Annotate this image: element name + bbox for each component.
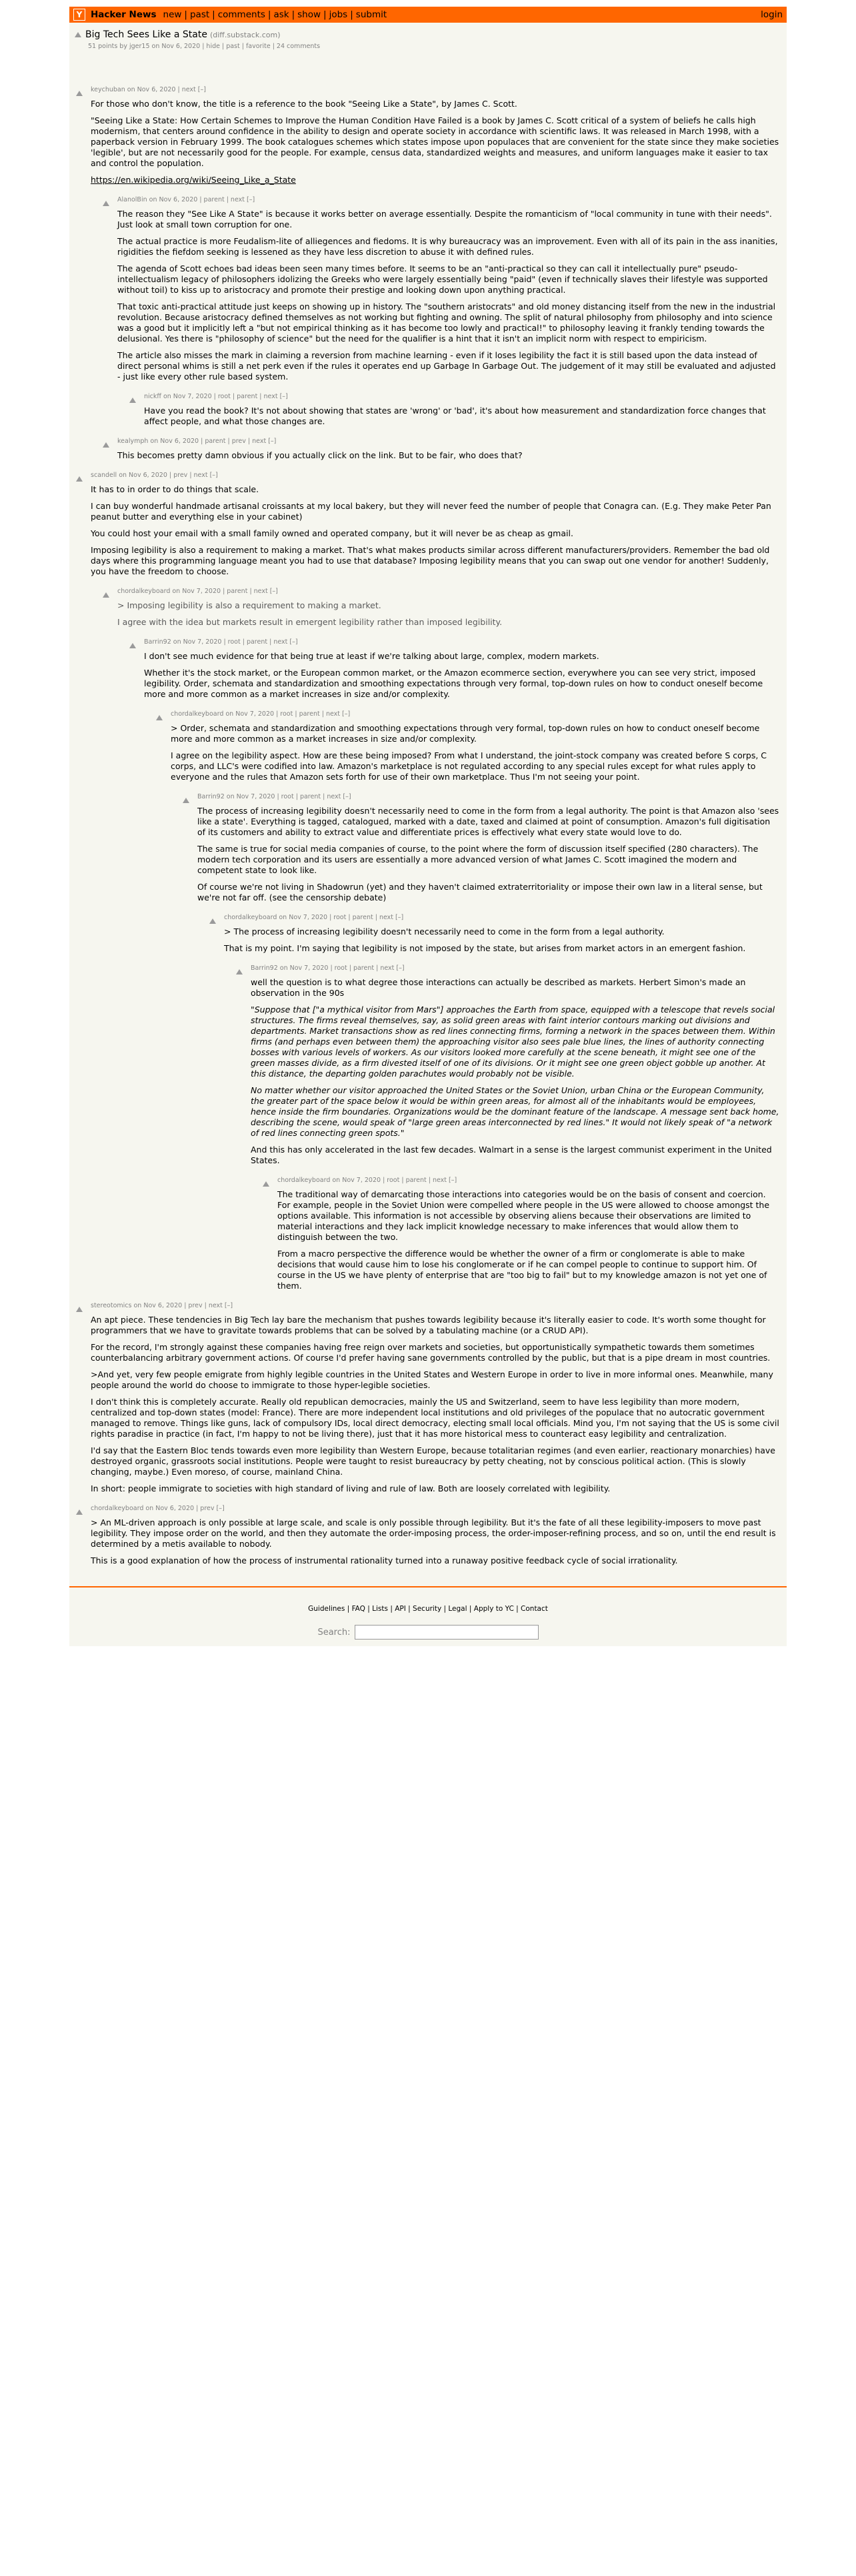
upvote-arrow-icon[interactable] xyxy=(103,592,109,598)
comment-paragraph: In short: people immigrate to societies with high standard of living and rule of law. Both are loosely correlated with legibility. xyxy=(91,1483,611,1493)
footer-separator: | xyxy=(441,1605,449,1613)
upvote-arrow-icon[interactable] xyxy=(76,91,83,96)
site-name-link[interactable]: Hacker News xyxy=(91,9,157,20)
comment-row xyxy=(69,196,787,382)
comment-paragraph: The actual practice is more Feudalism-lite of alliegences and fiedoms. It is why bureaucracy was an improvement. Even with all of its pain in the ass inanities, rigidities the fiefdom seeking is lessened as they have less discretion to abuse it with defined rules. xyxy=(117,236,778,257)
upvote-arrow-icon[interactable] xyxy=(209,918,216,924)
comment-paragraph: The agenda of Scott echoes bad ideas been seen many times before. It seems to be an "anti-practical so they can call it intellectually pure" pseudo-intellectualism legacy of philosophers idolizing the Greeks who were largely essentially being "paid" (even if technically slaves their lifestyle was supported without toil) to kiss up to aristocracy and promote their prestige and looking down upon anything practical. xyxy=(117,263,768,295)
comment-body xyxy=(117,588,780,628)
footer-separator: | xyxy=(405,1605,413,1613)
comment-text xyxy=(197,806,780,903)
comment-paragraph: "Seeing Like a State: How Certain Schemes to Improve the Human Condition Have Failed is a book by James C. Scott critical of a system of beliefs he calls high modernism, that centers around confidence in the ability to design and operate society in accordance with scientific laws. It was released in March 1998, with a paperback version in February 1999. The book catalogues schemes which states impose upon populaces that are convenient for the state since they make societies 'legible', but are not necessarily good for the people. For example, census data, standardized weights and measures, and uniform languages make it easier to tax and control the population. xyxy=(91,115,779,168)
comment-vote-cell xyxy=(183,793,197,903)
story-header xyxy=(69,23,787,53)
nav-submit-link[interactable]: submit xyxy=(355,9,387,20)
comment-row xyxy=(69,793,787,903)
footer-separator: | xyxy=(365,1605,373,1613)
upvote-arrow-icon[interactable] xyxy=(183,798,189,803)
footer-separator: | xyxy=(467,1605,474,1613)
comment-text xyxy=(144,406,780,427)
comment-paragraph: The traditional way of demarcating those interactions into categories would be on the basis of consent and coercion. For example, people in the Soviet Union were compelled where people in the US were allowed to choose amongst the options available. This information is not accessible by observing aliens because their observations are limited to material interactions and they lack implicit knowledge necessary to make inferences that would allow them to distinguish between the two. xyxy=(277,1189,770,1242)
nav-separator: | xyxy=(267,9,271,20)
y-logo-icon[interactable]: Y xyxy=(73,9,85,21)
comment-vote-cell xyxy=(129,638,144,700)
footer-link[interactable]: Contact xyxy=(521,1605,548,1613)
comment-vote-cell xyxy=(76,1302,91,1494)
comment-meta[interactable]: chordalkeyboard on Nov 7, 2020 | root | parent | next [–] xyxy=(171,710,351,718)
nav-separator: | xyxy=(184,9,187,20)
comment-paragraph: Whether it's the stock market, or the European common market, or the Amazon ecommerce section, everywhere you can see very strict, imposed legibility. Order, schemata and standardization and smoothing expectations through very formal, top-down rules on how to conduct oneself become more and more common as a market increases in size and/or complexity. xyxy=(144,668,763,699)
footer-link[interactable]: Lists xyxy=(372,1605,388,1613)
comment-text xyxy=(277,1189,780,1291)
upvote-arrow-icon[interactable] xyxy=(263,1181,269,1187)
comment-paragraph: From a macro perspective the difference would be whether the owner of a firm or conglomerate is able to make decisions that would cause him to lose his conglomerate or if he can compel people to continue to support him. Of course in the US we have plenty of enterprise that are "too big to fail" but to my knowledge amazon is not yet one of them. xyxy=(277,1249,767,1291)
comment-vote-cell xyxy=(76,472,91,577)
comment-body xyxy=(251,964,780,1166)
upvote-arrow-icon[interactable] xyxy=(103,201,109,206)
comment-row xyxy=(69,1302,787,1494)
nav-new-link[interactable]: new xyxy=(163,9,182,20)
comment-meta[interactable]: Barrin92 on Nov 7, 2020 | root | parent | next [–] xyxy=(144,638,298,646)
comment-body xyxy=(171,710,780,782)
comment-body xyxy=(144,638,780,700)
comment-row xyxy=(69,1177,787,1291)
nav-separator: | xyxy=(212,9,215,20)
comment-vote-cell xyxy=(156,710,171,782)
comment-paragraph: >And yet, very few people emigrate from highly legible countries in the United States and Western Europe in order to live in more informal ones. Meanwhile, many people around the world do choose to immigrate to those hyper-legible societies. xyxy=(91,1369,773,1390)
comment-paragraph: The process of increasing legibility doesn't necessarily need to come in the form from a legal authority. The point is that Amazon also 'sees like a state'. Everything is tagged, catalogued, marked with a date, taxed and claimed at point of consumption. Amazon's full digitisation of its customers and ability to extract value and differentiate prices is effectively what every state would love to do. xyxy=(197,806,779,837)
comment-paragraph: > The process of increasing legibility doesn't necessarily need to come in the form from a legal authority. xyxy=(224,926,665,936)
nav-show-link[interactable]: show xyxy=(297,9,321,20)
comment-text xyxy=(224,926,780,954)
comment-text xyxy=(251,977,780,1166)
comment-text xyxy=(91,99,780,185)
comment-row xyxy=(69,393,787,427)
comment-vote-cell xyxy=(263,1177,277,1291)
upvote-arrow-icon[interactable] xyxy=(76,1509,83,1515)
comment-meta[interactable]: chordalkeyboard on Nov 7, 2020 | root | parent | next [–] xyxy=(224,914,404,921)
upvote-arrow-icon[interactable] xyxy=(156,715,163,720)
comment-link[interactable]: https://en.wikipedia.org/wiki/Seeing_Like_a_State xyxy=(91,175,296,185)
nav-past-link[interactable]: past xyxy=(189,9,210,20)
comment-paragraph: The reason they "See Like A State" is because it works better on average essentially. Despite the romanticism of "local community in tune with their needs". Just look at small town corruption for one. xyxy=(117,209,772,229)
comment-paragraph: For the record, I'm strongly against these companies having free reign over markets and societies, but opportunistically sympathetic towards them sometimes counterbalancing arbitrary government actions. Of course I'd prefer having sane governments controlled by the public, but that is a pipe dream in most countries. xyxy=(91,1342,771,1363)
comment-row xyxy=(69,638,787,700)
story-site-link[interactable]: (diff.substack.com) xyxy=(209,31,281,39)
comment-meta[interactable]: stereotomics on Nov 6, 2020 | prev | next [–] xyxy=(91,1302,233,1309)
footer-separator: | xyxy=(345,1605,352,1613)
comment-paragraph: Have you read the book? It's not about showing that states are 'wrong' or 'bad', it's about how measurement and standardization force changes that affect people, and what those changes are. xyxy=(144,406,766,426)
comment-body xyxy=(91,1302,780,1494)
footer-link[interactable]: Apply to YC xyxy=(473,1605,514,1613)
upvote-arrow-icon[interactable] xyxy=(76,1307,83,1312)
comment-meta[interactable]: AlanolBin on Nov 6, 2020 | parent | next [–] xyxy=(117,196,255,203)
search-input[interactable] xyxy=(355,1625,539,1640)
comment-row xyxy=(69,472,787,577)
comment-meta[interactable]: chordalkeyboard on Nov 7, 2020 | parent | next [–] xyxy=(117,588,278,595)
comment-paragraph: The same is true for social media companies of course, to the point where the form of discussion itself specified (280 characters). The modern tech corporation and its users are essentially a more advanced version of what James C. Scott imagined the modern and competent state to look like. xyxy=(197,844,759,875)
story-title-link[interactable]: Big Tech Sees Like a State xyxy=(85,29,207,40)
comment-paragraph: It has to in order to do things that scale. xyxy=(91,484,259,494)
comment-meta[interactable]: scandell on Nov 6, 2020 | prev | next [–] xyxy=(91,472,218,479)
page-container xyxy=(69,7,787,1646)
footer-separator: | xyxy=(513,1605,521,1613)
comment-body xyxy=(144,393,780,427)
comment-row xyxy=(69,914,787,954)
comment-body xyxy=(117,438,780,461)
nav-jobs-link[interactable]: jobs xyxy=(329,9,348,20)
nav-ask-link[interactable]: ask xyxy=(273,9,289,20)
comment-text xyxy=(144,651,780,700)
comment-body xyxy=(91,1505,780,1566)
comment-paragraph: This becomes pretty damn obvious if you actually click on the link. But to be fair, who does that? xyxy=(117,450,523,460)
comment-body xyxy=(91,86,780,185)
upvote-arrow-icon[interactable] xyxy=(103,442,109,448)
story-subtext: 51 points by jger15 on Nov 6, 2020 | hide | past | favorite | 24 comments xyxy=(88,43,321,50)
comment-text xyxy=(91,484,780,577)
comment-vote-cell xyxy=(103,588,117,628)
comment-text xyxy=(91,1315,780,1494)
footer-link[interactable]: FAQ xyxy=(351,1605,365,1613)
comment-meta[interactable]: nickff on Nov 7, 2020 | root | parent | next [–] xyxy=(144,393,288,400)
footer-link[interactable]: API xyxy=(395,1605,406,1613)
comment-paragraph xyxy=(91,175,780,185)
nav-separator: | xyxy=(291,9,295,20)
comment-paragraph: > Imposing legibility is also a requirement to making a market. xyxy=(117,600,381,610)
comment-meta[interactable]: chordalkeyboard on Nov 6, 2020 | prev [–] xyxy=(91,1505,225,1512)
footer-links xyxy=(69,1605,787,1613)
footer-separator: | xyxy=(387,1605,395,1613)
nav-separator: | xyxy=(323,9,327,20)
comment-paragraph: No matter whether our visitor approached the United States or the Soviet Union, urban China or the European Community, the greater part of the space below it would be within green areas, for almost all of the inhabitants would be employees, hence inside the firm boundaries. Organizations would be the dominant feature of the landscape. A message sent back home, describing the scene, would speak of "large green areas interconnected by red lines." It would not likely speak of "a network of red lines connecting green spots." xyxy=(251,1085,779,1138)
comment-paragraph: "Suppose that ["a mythical visitor from Mars"] approaches the Earth from space, equipped with a telescope that revels social structures. The firms reveal themselves, say, as solid green areas with faint interior contours marking out divisions and departments. Market transactions show as red lines connecting firms, forming a network in the spaces between them. Within firms (and perhaps even between them) the approaching visitor also sees pale blue lines, the lines of authority connecting bosses with various levels of workers. As our visitors looked more carefully at the scene beneath, it might see one of the green masses divide, as a firm divested itself of one of its divisions. Or it might see one green object gobble up another. At this distance, the departing golden parachutes would probably not be visible. xyxy=(251,1005,775,1079)
comment-row xyxy=(69,86,787,185)
comment-paragraph: That toxic anti-practical attitude just keeps on showing up in history. The "southern aristocrats" and old money distancing itself from the new in the industrial revolution. Because aristocracy defined themselves as not working but fighting and owning. The split of natural philosophy from philosophy and into science was a good but it implicitly left a "but not empirical thinking as it has become too lowly and practical!" to philosophy leaving it frankly tending towards the delusional. Yes there is "philosophy of science" but the need for the qualifier is a hint that it isn't an implicit norm with respect to empiricism. xyxy=(117,301,776,344)
comment-meta[interactable]: Barrin92 on Nov 7, 2020 | root | parent | next [–] xyxy=(251,964,405,972)
comment-paragraph: This is a good explanation of how the process of instrumental rationality turned into a runaway positive feedback cycle of social irrationality. xyxy=(91,1555,678,1565)
top-bar xyxy=(69,7,787,23)
footer-link[interactable]: Legal xyxy=(448,1605,467,1613)
comment-vote-cell xyxy=(209,914,224,954)
comment-paragraph: I agree on the legibility aspect. How are these being imposed? From what I understand, the joint-stock company was created before S corps, C corps, and LLC's were codified into law. Amazon's marketplace is not regulated according to any special rules except for what rules apply to everyone and the rules that Amazon sets forth for use of their own marketplace. Thus I'm not seeing your point. xyxy=(171,750,767,782)
comment-row xyxy=(69,438,787,461)
footer-link[interactable]: Security xyxy=(413,1605,442,1613)
comment-paragraph: And this has only accelerated in the last few decades. Walmart in a sense is the largest communist experiment in the United States. xyxy=(251,1145,772,1165)
comment-vote-cell xyxy=(129,393,144,427)
comment-paragraph: I can buy wonderful handmade artisanal croissants at my local bakery, but they will never feed the number of people that Conagra can. (E.g. They make Peter Pan peanut butter and everything else in your cabinet) xyxy=(91,501,771,522)
story-title-row xyxy=(75,29,781,40)
comment-paragraph: You could host your email with a small family owned and operated company, but it will never be as cheap as gmail. xyxy=(91,528,573,538)
comment-paragraph: I'd say that the Eastern Bloc tends towards even more legibility than Western Europe, because totalitarian regimes (and even earlier, reactionary monarchies) have destroyed organic, grassroots social institutions. People were taught to resist bureaucracy by petty cheating, not by conscious political action. (This is slowly changing, maybe.) Even moreso, of course, mainland China. xyxy=(91,1445,775,1477)
footer-link[interactable]: Guidelines xyxy=(308,1605,345,1613)
comment-body xyxy=(117,196,780,382)
comment-body xyxy=(277,1177,780,1291)
comment-vote-cell xyxy=(103,196,117,382)
comment-paragraph: I agree with the idea but markets result in emergent legibility rather than imposed legibility. xyxy=(117,617,503,627)
upvote-arrow-icon[interactable] xyxy=(129,398,136,403)
comment-paragraph: I don't think this is completely accurate. Really old republican democracies, mainly the US and Switzerland, seem to have less legibility than more modern, centralized and top-down states (model: France). There are more independent local institutions and old privileges of the populace that no autocratic government managed to remove. Things like guns, lack of compulsory IDs, local direct democracy, electing small local officials. Mind you, I'm not saying that the US is some civil rights paradise in practice (in fact, I'm happy to not be living there), just that it has more historical mess to counteract easy legibility and centralization. xyxy=(91,1397,779,1439)
comment-paragraph: For those who don't know, the title is a reference to the book "Seeing Like a State", by James C. Scott. xyxy=(91,99,517,109)
search-label: Search: xyxy=(317,1627,351,1638)
comment-meta[interactable]: keychuban on Nov 6, 2020 | next [–] xyxy=(91,86,206,93)
comment-paragraph: I don't see much evidence for that being true at least if we're talking about large, complex, modern markets. xyxy=(144,651,599,661)
upvote-arrow-icon[interactable] xyxy=(76,476,83,482)
footer-search xyxy=(69,1625,787,1640)
comment-row xyxy=(69,710,787,782)
upvote-arrow-icon[interactable] xyxy=(75,32,81,37)
comment-meta[interactable]: Barrin92 on Nov 7, 2020 | root | parent | next [–] xyxy=(197,793,351,800)
comment-text xyxy=(117,600,780,628)
comment-vote-cell xyxy=(76,1505,91,1566)
comment-paragraph: > Order, schemata and standardization and smoothing expectations through very formal, top-down rules on how to conduct oneself become more and more common as a market increases in size and/or complexity. xyxy=(171,723,760,744)
comment-paragraph: Imposing legibility is also a requirement to making a market. That's what makes products similar across different manufacturers/providers. Remember the bad old days where this programming language meant you had to use that database? Imposing legibility means that you can swap out one vendor for another! Suddenly, you have the freedom to choose. xyxy=(91,545,770,576)
nav-comments-link[interactable]: comments xyxy=(217,9,265,20)
comment-vote-cell xyxy=(103,438,117,461)
comment-text xyxy=(117,209,780,382)
comment-body xyxy=(91,472,780,577)
comment-meta[interactable]: kealymph on Nov 6, 2020 | parent | prev | next [–] xyxy=(117,438,277,445)
comment-text xyxy=(91,1517,780,1566)
comment-body xyxy=(197,793,780,903)
comment-body xyxy=(224,914,780,954)
comment-paragraph: An apt piece. These tendencies in Big Tech lay bare the mechanism that pushes towards legibility because it's literally easier to code. It's worth some thought for programmers that we have to gravitate towards problems that can be solved by a tabulating machine (or a CRUD API). xyxy=(91,1315,766,1335)
comment-vote-cell xyxy=(236,964,251,1166)
comment-row xyxy=(69,588,787,628)
nav-separator: | xyxy=(350,9,353,20)
comment-row xyxy=(69,1505,787,1566)
comment-paragraph: The article also misses the mark in claiming a reversion from machine learning - even if it loses legibility the fact it is still based upon the data instead of direct personal whims is still a net perk even if the rules it operates end up Garbage In Garbage Out. The judgement of it may still be evaluated and adjusted - just like every other rule based system. xyxy=(117,350,776,382)
comment-paragraph: That is my point. I'm saying that legibility is not imposed by the state, but arises from market actors in an emergent fashion. xyxy=(224,943,746,953)
comment-paragraph: > An ML-driven approach is only possible at large scale, and scale is only possible through legibility. But it's the fate of all these legibility-imposers to move past legibility. They impose order on the world, and then they automate the order-imposing process, the order-imposer-refining process, and so on, until the end result is determined by a metis available to nobody. xyxy=(91,1517,776,1549)
comment-meta[interactable]: chordalkeyboard on Nov 7, 2020 | root | parent | next [–] xyxy=(277,1177,457,1184)
upvote-arrow-icon[interactable] xyxy=(236,969,243,975)
footer xyxy=(69,1586,787,1646)
comment-paragraph: Of course we're not living in Shadowrun (yet) and they haven't claimed extraterritoriality or impose their own law in a literal sense, but we're not far off. (see the censorship debate) xyxy=(197,882,763,902)
comment-text xyxy=(117,450,780,461)
upvote-arrow-icon[interactable] xyxy=(129,643,136,648)
comment-vote-cell xyxy=(76,86,91,185)
comment-paragraph: well the question is to what degree those interactions can actually be described as markets. Herbert Simon's made an observation in the 90s xyxy=(251,977,746,998)
comment-tree xyxy=(69,53,787,1566)
comment-row xyxy=(69,964,787,1166)
login-link[interactable]: login xyxy=(761,9,783,20)
comment-text xyxy=(171,723,780,782)
